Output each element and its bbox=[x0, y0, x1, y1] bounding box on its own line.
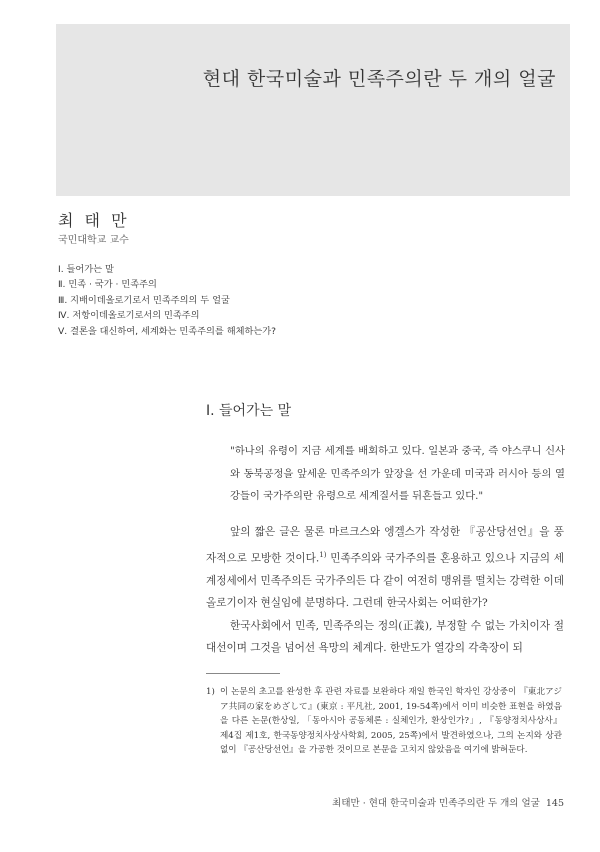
footnote-number: 1) bbox=[206, 687, 215, 697]
toc-item: Ⅱ. 민족 · 국가 · 민족주의 bbox=[58, 279, 157, 291]
table-of-contents bbox=[58, 262, 276, 339]
toc-item: Ⅰ. 들어가는 말 bbox=[58, 264, 114, 275]
footnote-reference: 1) bbox=[319, 550, 327, 559]
toc-item: Ⅲ. 지배이데올로기로서 민족주의의 두 얼굴 bbox=[58, 294, 230, 306]
body-text bbox=[206, 521, 564, 660]
toc-item: Ⅳ. 저항이데올로기로서의 민족주의 bbox=[58, 310, 200, 322]
footnote-divider bbox=[206, 673, 280, 674]
author-affiliation: 국민대학교 교수 bbox=[58, 235, 129, 246]
footnote-text: 이 논문의 초고를 완성한 후 관련 자료를 보완하다 재일 한국인 학자인 강상중이 『東北アジア共同の家をめざして』(東京 : 平凡社, 2001, 19-54쪽)에서 이미 비슷한 표현을 하였음을 다른 논문(한상일, 「동아시아 공동체론 : 실체인가, 환상인가?」, 『동양정치사상사』 제4집 제1호, 한국동양정치사상사학회, 2005, 25쪽)에서 발견하였으나, 그의 논지와 상관없이 『공산당선언』을 가공한 것이므로 본문을 고치지 않았음을 여기에 밝혀둔다. bbox=[220, 687, 562, 756]
running-footer bbox=[332, 795, 564, 809]
article-title: 현대 한국미술과 민족주의란 두 개의 얼굴 bbox=[202, 68, 556, 90]
paragraph: 한국사회에서 민족, 민족주의는 정의(正義), 부정할 수 없는 가치이자 절대선이며 그것을 넘어선 욕망의 체계다. 한반도가 열강의 각축장이 되 bbox=[206, 619, 564, 655]
toc-item: Ⅴ. 결론을 대신하여, 세계화는 민족주의를 해체하는가? bbox=[58, 325, 276, 337]
running-title: 최태만 · 현대 한국미술과 민족주의란 두 개의 얼굴 bbox=[332, 798, 540, 809]
title-band bbox=[56, 24, 570, 196]
paragraph-text: 민족주의와 국가주의를 혼용하고 있으나 지금의 세계정세에서 민족주의든 국가주의든 다 같이 여전히 맹위를 떨치는 강력한 이데올로기이자 현실임에 분명하다. 그런데 한국사회는 어떠한가? bbox=[206, 552, 565, 610]
paragraph-text: 앞의 짧은 글은 물론 마르크스와 엥겔스가 작성한 『공산당선언』을 풍자적으로 모방한 것이다. bbox=[206, 526, 564, 565]
footnote bbox=[206, 685, 562, 758]
page-number: 145 bbox=[545, 798, 564, 809]
author-name: 최 태 만 bbox=[58, 211, 130, 230]
paragraph bbox=[206, 521, 564, 615]
section-heading: Ⅰ. 들어가는 말 bbox=[206, 403, 292, 419]
epigraph-quote: "하나의 유령이 지금 세계를 배회하고 있다. 일본과 중국, 즉 야스쿠니 신사와 동북공정을 앞세운 민족주의가 앞장을 선 가운데 미국과 러시아 등의 열강들이 국가주의란 유령으로 세계질서를 뒤흔들고 있다." bbox=[230, 445, 565, 503]
